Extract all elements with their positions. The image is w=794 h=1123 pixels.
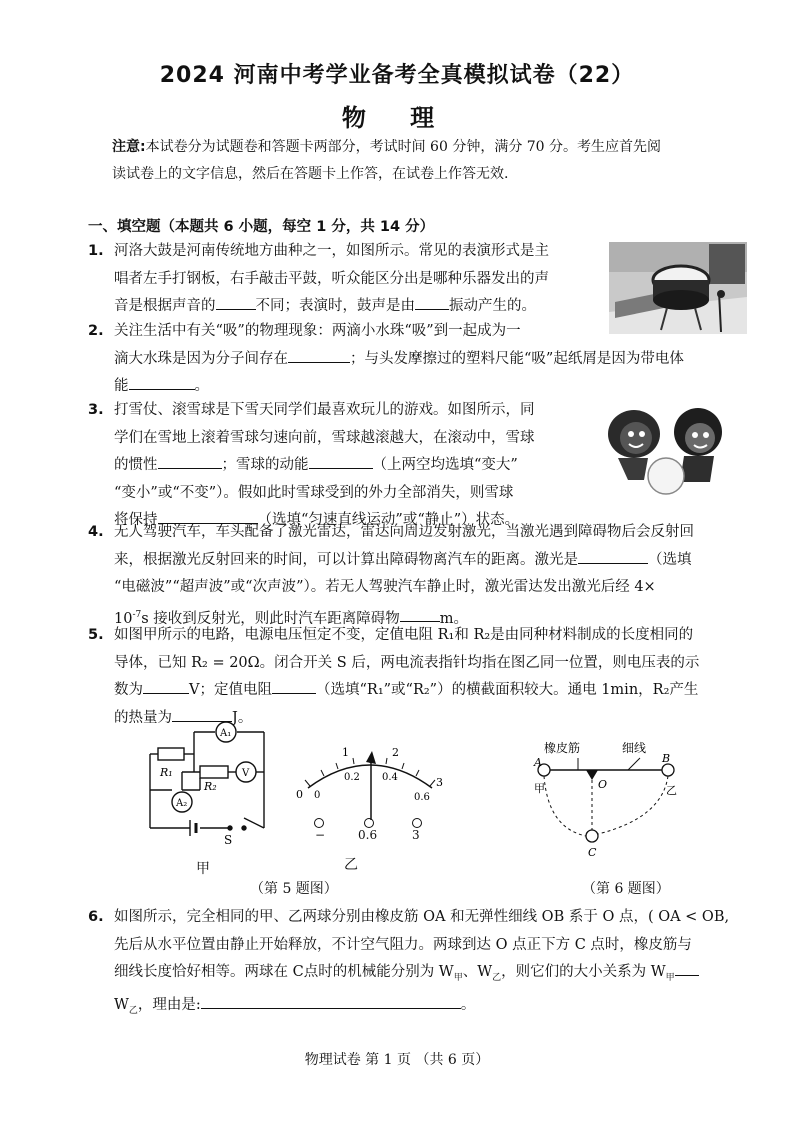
rubber-band-label: 橡皮筋 <box>544 741 581 755</box>
question-text: 振动产生的。 <box>449 298 536 314</box>
question-text: J。 <box>232 709 253 726</box>
question-6 <box>88 904 729 1026</box>
answer-blank[interactable] <box>309 452 373 469</box>
question-text: W <box>114 997 129 1014</box>
terminal-0-6 <box>364 818 374 828</box>
question-text: 、W <box>462 964 493 980</box>
question-text: 。 <box>194 378 209 394</box>
question-number: 5. <box>88 627 104 643</box>
question-text: 河洛大鼓是河南传统地方曲种之一，如图所示。常见的表演形式是主 <box>114 243 549 259</box>
question-text: 先后从水平位置由静止开始释放，不计空气阻力。两球到达 O 点正下方 C 点时，橡皮筋与 <box>114 936 692 953</box>
scale-bottom-06: 0.6 <box>414 792 430 803</box>
question-number: 3. <box>88 402 104 418</box>
scale-top-1: 1 <box>342 746 349 759</box>
question-text: s 接收到反射光，则此时汽车距离障碍物 <box>141 610 400 627</box>
question-number: 2. <box>88 323 104 339</box>
string-label: 细线 <box>622 741 647 755</box>
point-a-label: A <box>534 756 542 769</box>
question-text: 将保持 <box>114 512 158 528</box>
question-text: （上两空均选填“变大” <box>372 457 518 473</box>
subject-title: 物 理 <box>341 104 453 132</box>
ball-jia-label: 甲 <box>534 782 545 795</box>
question-text: 唱者左手打钢板，右手敲击平鼓，听众能区分出是哪种乐器发出的声 <box>114 270 549 287</box>
scale-bottom-04: 0.4 <box>382 772 398 783</box>
question-text: ，理由是: <box>137 997 201 1014</box>
answer-blank[interactable] <box>216 293 256 310</box>
question-text: 导体，已知 R₂ = 20Ω。闭合开关 S 后，两电流表指针均指在图乙同一位置，则电压表的示 <box>114 654 700 671</box>
scale-bottom-02: 0.2 <box>344 772 360 783</box>
notice-line-2: 读试卷上的文字信息，然后在答题卡上作答，在试卷上作答无效. <box>112 166 509 182</box>
answer-blank[interactable] <box>578 547 648 564</box>
answer-blank[interactable] <box>288 346 350 363</box>
subscript: 乙 <box>492 972 502 983</box>
question-text: （选填“匀速直线运动”或“静止”）状态。 <box>257 512 520 528</box>
snowball-kids-illustration <box>598 400 734 496</box>
notice-line-1: 本试卷分为试题卷和答题卡两部分，考试时间 60 分钟，满分 70 分。考生应首先阅 <box>145 139 662 155</box>
circuit-caption: 甲 <box>196 861 210 877</box>
figure-6-caption: （第 6 题图） <box>582 881 670 897</box>
point-o-label: O <box>598 778 608 791</box>
question-text: “变小”或“不变”）。假如此时雪球受到的外力全部消失，则雪球 <box>114 484 514 501</box>
question-5 <box>88 622 699 732</box>
scale-top-3: 3 <box>436 776 443 789</box>
terminal-0-6-label: 0.6 <box>358 828 378 842</box>
pendulum-diagram <box>530 738 700 860</box>
answer-blank[interactable] <box>143 677 189 694</box>
question-text: 数为 <box>114 682 143 698</box>
answer-blank[interactable] <box>415 293 449 310</box>
question-text: 细线长度恰好相等。两球在 C点时的机械能分别为 W <box>114 964 454 980</box>
ammeter-a1-label: A₁ <box>220 728 232 739</box>
subscript: 乙 <box>128 1006 138 1017</box>
question-text: 的热量为 <box>114 709 172 726</box>
section-heading: 一、填空题（本题共 6 小题，每空 1 分，共 14 分） <box>88 219 435 235</box>
question-text: （选填 <box>648 551 692 568</box>
question-text: 滴大水珠是因为分子间存在 <box>114 350 288 367</box>
circuit-diagram <box>140 718 270 858</box>
question-4 <box>88 519 694 633</box>
answer-blank[interactable] <box>158 452 222 469</box>
terminal-3 <box>412 818 422 828</box>
question-text: 10 <box>114 610 133 627</box>
question-text: （选填“R₁”或“R₂”）的横截面积较大。通电 1min，R₂产生 <box>315 682 699 698</box>
answer-blank[interactable] <box>201 992 461 1009</box>
question-text: 能 <box>114 378 129 394</box>
question-text: ，则它们的大小关系为 W <box>501 964 666 980</box>
question-number: 1. <box>88 243 104 259</box>
question-text: 不同；表演时，鼓声是由 <box>255 298 415 314</box>
question-text: V；定值电阻 <box>189 682 272 698</box>
question-text: ；雪球的动能 <box>221 457 309 473</box>
subscript: 甲 <box>453 972 463 983</box>
notice-label: 注意: <box>112 139 146 155</box>
question-text: 学们在雪地上滚着雪球匀速向前，雪球越滚越大，在滚动中，雪球 <box>114 429 535 446</box>
question-1 <box>88 238 549 321</box>
question-text: m。 <box>439 610 469 627</box>
question-2 <box>88 318 684 401</box>
notice-block <box>112 134 712 188</box>
scale-top-0: 0 <box>296 788 303 801</box>
ammeter-a2-label: A₂ <box>176 798 188 809</box>
meter-terminals <box>314 818 434 848</box>
question-text: 如图甲所示的电路，电源电压恒定不变，定值电阻 R₁和 R₂是由同种材料制成的长度相同的 <box>114 627 694 643</box>
answer-blank[interactable] <box>675 959 699 976</box>
question-text: 。 <box>460 997 476 1014</box>
question-text: “电磁波”“超声波”或“次声波”）。若无人驾驶汽车静止时，激光雷达发出激光后经 4× <box>114 579 656 595</box>
r1-label: R₁ <box>160 766 173 779</box>
subscript: 甲 <box>665 972 675 983</box>
exam-title: 2024 河南中考学业备考全真模拟试卷（22） <box>159 63 635 88</box>
question-number: 4. <box>88 524 104 540</box>
answer-blank[interactable] <box>400 605 440 622</box>
answer-blank[interactable] <box>272 677 316 694</box>
question-text: ；与头发摩擦过的塑料尺能“吸”起纸屑是因为带电体 <box>350 350 684 367</box>
scale-bottom-0: 0 <box>314 790 321 801</box>
question-text: 无人驾驶汽车，车头配备了激光雷达，雷达向周边发射激光，当激光遇到障碍物后会反射回 <box>114 524 694 540</box>
question-3 <box>88 397 535 535</box>
r2-label: R₂ <box>204 780 217 793</box>
scale-top-2: 2 <box>392 746 399 759</box>
page-footer: 物理试卷 第 1 页 （共 6 页） <box>304 1052 490 1068</box>
terminal-minus <box>314 818 324 828</box>
terminal-minus-label: − <box>315 828 326 842</box>
question-text: 的惯性 <box>114 457 158 473</box>
point-c-label: C <box>588 846 597 859</box>
question-text: 音是根据声音的 <box>114 298 216 314</box>
question-text: 如图所示，完全相同的甲、乙两球分别由橡皮筋 OA 和无弹性细线 OB 系于 O 点，( OA < OB, <box>114 909 730 925</box>
question-text: 打雪仗、滚雪球是下雪天同学们最喜欢玩儿的游戏。如图所示，同 <box>114 402 535 418</box>
question-text: 关注生活中有关“吸”的物理现象：两滴小水珠“吸”到一起成为一 <box>114 323 521 339</box>
exponent: -7 <box>132 609 142 620</box>
figure-5-caption: （第 5 题图） <box>250 881 338 897</box>
ball-yi-label: 乙 <box>666 784 677 797</box>
point-b-label: B <box>662 752 671 765</box>
answer-blank[interactable] <box>129 373 195 390</box>
terminal-3-label: 3 <box>412 828 420 842</box>
switch-label: S <box>224 833 233 847</box>
voltmeter-label: V <box>242 768 250 779</box>
question-number: 6. <box>88 909 104 925</box>
meter-caption: 乙 <box>344 857 358 873</box>
question-text: 来，根据激光反射回来的时间，可以计算出障碍物离汽车的距离。激光是 <box>114 551 578 568</box>
